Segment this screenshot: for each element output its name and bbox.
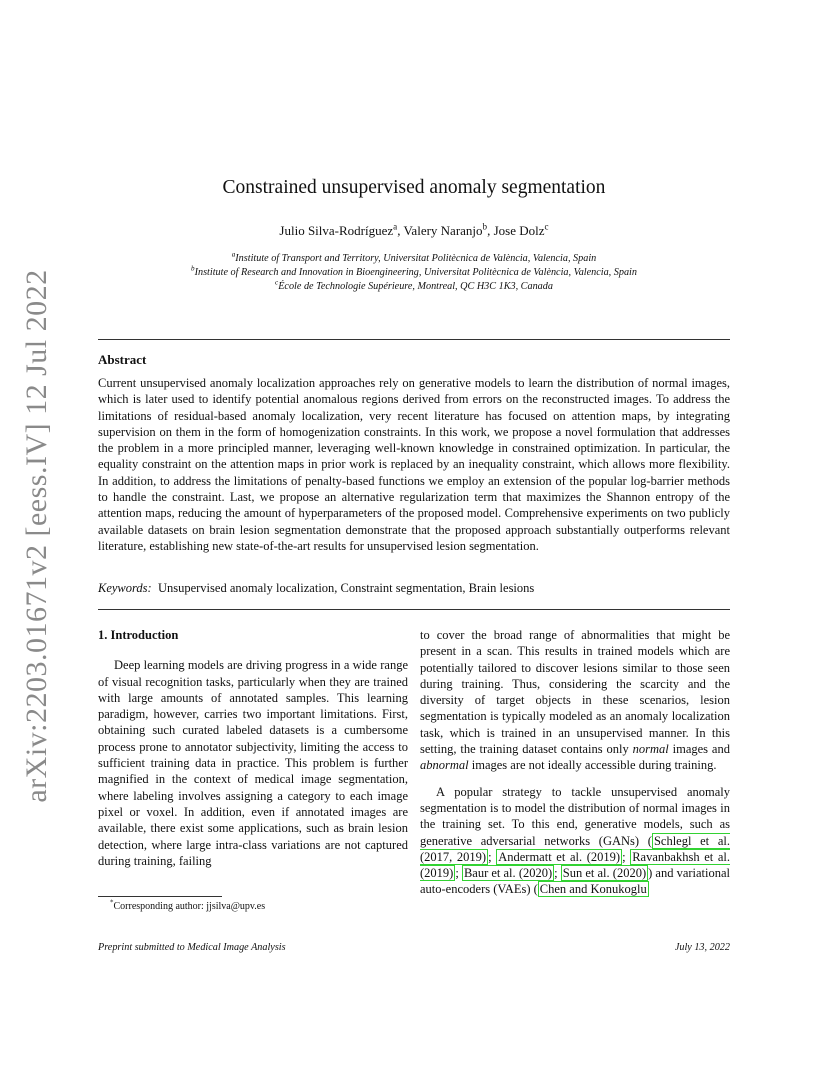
emphasis: abnormal [420, 758, 469, 773]
footnote-text: Corresponding author: jjsilva@upv.es [113, 901, 266, 912]
paragraph [420, 627, 730, 774]
citation-link[interactable] [496, 849, 622, 865]
citation-text: Schlegl et al. [653, 833, 730, 848]
affiliation-mark: c [275, 278, 279, 287]
footer-preprint-note: Preprint submitted to Medical Image Analysis [98, 942, 286, 953]
author-name: Valery Naranjo [403, 223, 483, 238]
citation-link[interactable] [462, 865, 554, 881]
citation-link[interactable]: Chen and Konukoglu [539, 882, 647, 897]
paper-title: Constrained unsupervised anomaly segmentation [222, 177, 606, 198]
affiliation [98, 266, 730, 280]
citation-year: (2020) [518, 866, 553, 881]
text-run: ) and variational auto-encoders (VAEs) ( [420, 866, 731, 897]
author-mark: b [482, 221, 488, 232]
separator: ; [622, 849, 631, 864]
citation-year: (2019) [586, 849, 621, 864]
text-run: images and [668, 742, 730, 757]
left-column [98, 627, 408, 879]
author-name: Julio Silva-Rodríguez [279, 223, 394, 238]
citation-text: Andermatt et al. [498, 849, 583, 864]
emphasis: normal [632, 742, 669, 757]
author-list: Julio Silva-Rodríguez$^a$, Valery Naranjo$^b$, Jose Dolz$^c$ [279, 221, 549, 238]
separator: ; [455, 866, 462, 881]
author-mark: a [393, 221, 398, 232]
citation-text: Ravanbakhsh et al. [632, 849, 731, 864]
paragraph: Deep learning models are driving progress in a wide range of visual recognition tasks, particularly when they are trained with large amounts of annotated samples. This learning paradigm, however, carries two important limitations. First, obtaining such curated labeled datasets is a cumbersome process prone to annotator subjectivity, limiting the access to sufficient training data in practice. This problem is further magnified in the context of medical image segmentation, where labeling involves assigning a category to each image pixel or voxel. In addition, even if annotated images are available, there exist some applications, such as brain lesion detection, where large intra-class variations are not captured during training, failing [98, 658, 408, 868]
abstract-heading: Abstract [98, 352, 147, 367]
separator: ; [554, 866, 561, 881]
paragraph [420, 784, 730, 898]
citation-text: Baur et al. [463, 866, 516, 881]
abstract-body: Current unsupervised anomaly localization approaches rely on generative models to learn the distribution of normal images, which is later used to identify potential anomalous regions derived from errors on the reconstructed images. To address the limitations of residual-based anomaly localization, very recent literature has focused on attention maps, by integrating supervision on them in the form of homogenization constraints. In this work, we propose a novel formulation that addresses the problem in a more principled manner, leveraging well-known knowledge in constrained optimization. In particular, the equality constraint on the attention maps in prior work is replaced by an inequality constraint, which allows more flexibility. In addition, to address the limitations of penalty-based functions we employ an extension of the popular log-barrier methods to handle the constraint. Last, we propose an alternative regularization term that maximizes the Shannon entropy of the attention maps, reducing the amount of hyperparameters of the proposed model. Comprehensive experiments on two publicly available datasets on brain lesion segmentation demonstrate that the proposed approach substantially outperforms relevant literature, establishing new state-of-the-art results for unsupervised lesion segmentation. [98, 376, 730, 553]
author-mark: c [544, 221, 549, 232]
arxiv-identifier [18, 269, 56, 803]
text-run: images are not ideally accessible during training. [468, 758, 717, 773]
citation-year: (2019) [420, 866, 454, 881]
footnote-rule [98, 896, 222, 897]
separator: ; [488, 849, 497, 864]
citation-link[interactable] [561, 865, 648, 881]
keywords-label: Keywords: [98, 581, 152, 595]
affiliation-text: Institute of Transport and Territory, Universitat Politècnica de València, Valencia, Spain [235, 253, 597, 264]
affiliation [98, 280, 730, 294]
footnote [98, 898, 266, 912]
keywords-text: Unsupervised anomaly localization, Constraint segmentation, Brain lesions [157, 581, 535, 595]
citation-text: Sun et al. [562, 866, 610, 881]
affiliation-mark: a [231, 250, 236, 259]
abstract-bottom-rule [98, 609, 730, 610]
citation-year: (2020) [612, 866, 647, 881]
text-run: A popular strategy to tackle unsupervised anomaly segmentation is to model the distribution of normal images in the training set. To this end, generative models, such as generative adversarial networks (GANs) ( [420, 784, 730, 848]
citation-year: (2017, 2019) [420, 849, 487, 864]
footer-date: July 13, 2022 [674, 942, 730, 953]
affiliation-text: Institute of Research and Innovation in Bioengineering, Universitat Politècnica de València, Valencia, Spain [194, 267, 637, 278]
text-run: to cover the broad range of abnormalities that might be present in a scan. This results in trained models which are potentially tailored to discover lesions similar to those seen during training. Thus, considering the scarcity and the diversity of target objects in these scenarios, lesion segmentation is typically modeled as an anomaly localization task, which is trained in an unsupervised manner. In this setting, the training dataset contains only [420, 628, 730, 757]
right-column [420, 627, 730, 908]
affiliation-list [98, 252, 730, 294]
author-name: Jose Dolz [493, 223, 545, 238]
arxiv-identifier-text: arXiv:2203.01671v2 [eess.IV] 12 Jul 2022 [20, 269, 53, 803]
section-heading: 1. Introduction [98, 628, 179, 642]
affiliation-mark: b [191, 264, 195, 273]
footnote-mark: * [110, 898, 114, 907]
affiliation-text: École de Technologie Supérieure, Montreal, QC H3C 1K3, Canada [278, 281, 553, 292]
keywords [98, 581, 730, 596]
abstract-top-rule [98, 339, 730, 340]
